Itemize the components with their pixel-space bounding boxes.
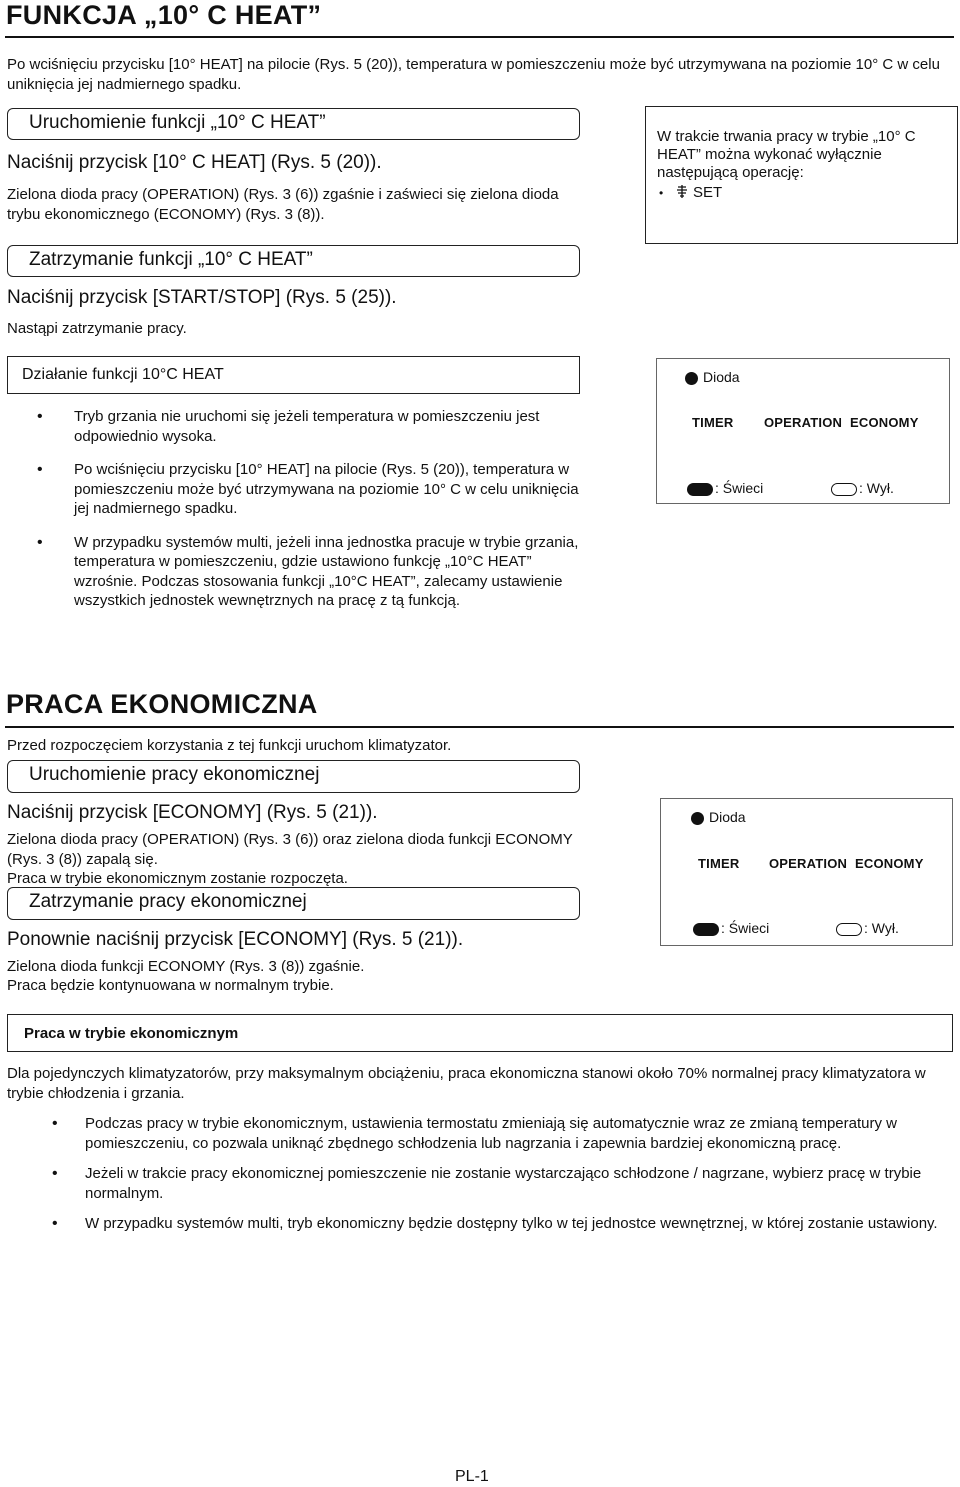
operation-label: OPERATION [769,856,848,871]
section-title-economy: PRACA EKONOMICZNA [6,689,318,719]
led-off-icon [831,483,857,496]
led-legend-panel [656,358,950,504]
led-on-label: : Świeci [721,920,770,936]
stop-economy-detail-2: Praca będzie kontynuowana w normalnym trybie. [7,977,334,994]
title-rule [5,726,954,728]
led-dot-icon [691,812,704,825]
title-rule [5,36,954,38]
note-item: • SET [657,184,949,204]
led-on-label: : Świeci [715,480,764,496]
led-legend-panel-2 [660,798,953,946]
economy-label: ECONOMY [855,856,924,871]
operation-list [74,407,584,611]
note-text: W trakcie trwania pracy w trybie „10° C HEAT” można wykonać wyłącznie następującą operację: [657,128,916,181]
led-off-label: : Wył. [864,920,899,936]
page-number: PL-1 [455,1468,489,1485]
led-dot-icon [685,372,698,385]
start-instruction: Naciśnij przycisk [10° C HEAT] (Rys. 5 (20)). [7,152,382,173]
led-off-label: : Wył. [859,480,894,496]
section-title-10c-heat: FUNKCJA „10° C HEAT” [6,0,322,30]
start-economy-detail: Zielona dioda pracy (OPERATION) (Rys. 3 (6)) oraz zielona dioda funkcji ECONOMY (Rys. 3 (8)) zapalą się. [7,831,573,868]
led-off-icon [836,923,862,936]
economy-info-box: Praca w trybie ekonomicznym [7,1014,953,1052]
intro-paragraph: Po wciśnięciu przycisku [10° HEAT] na pilocie (Rys. 5 (20)), temperatura w pomieszczeniu może być utrzymywana na poziomie 10° C w celu uniknięcia jej nadmiernego spadku. [7,56,940,93]
start-economy-instruction: Naciśnij przycisk [ECONOMY] (Rys. 5 (21)). [7,802,378,823]
list-item: • W przypadku systemów multi, jeżeli inna jednostka pracuje w trybie grzania, temperatura w pomieszczeniu, gdzie ustawiono funkcję „10°C HEAT” wzrośnie. Podczas stosowania funkcji „10°C HEAT”, zalecamy ustawienie wszystkich jednostek wewnętrznych na pracę z tą funkcją. [74,533,584,611]
note-box [645,106,958,244]
legend-title: Dioda [703,369,740,385]
timer-label: TIMER [698,856,740,871]
legend-title: Dioda [709,809,746,825]
operation-box: Działanie funkcji 10°C HEAT [7,356,580,394]
economy-label: ECONOMY [850,415,919,430]
start-economy-detail-2: Praca w trybie ekonomicznym zostanie rozpoczęta. [7,870,348,887]
list-item: • Podczas pracy w trybie ekonomicznym, ustawienia termostatu zmieniają się automatycznie wraz ze zmianą temperatury w pomieszczeniu, co pozwala uniknąć zbędnego schłodzenia lub nagrzania i zapewnia bardziej ekonomiczną pracę. [85,1114,955,1153]
start-detail: Zielona dioda pracy (OPERATION) (Rys. 3 (6)) zgaśnie i zaświeci się zielona dioda trybu ekonomicznego (ECONOMY) (Rys. 3 (8)). [7,186,559,223]
list-item: • Po wciśnięciu przycisku [10° HEAT] na pilocie (Rys. 5 (20)), temperatura w pomieszczeniu może być utrzymywana na poziomie 10° C w celu uniknięcia jej nadmiernego spadku. [74,460,584,519]
start-economy-box: Uruchomienie pracy ekonomicznej [7,760,580,793]
stop-detail: Nastąpi zatrzymanie pracy. [7,320,187,337]
stop-instruction: Naciśnij przycisk [START/STOP] (Rys. 5 (25)). [7,287,397,308]
stop-economy-detail: Zielona dioda funkcji ECONOMY (Rys. 3 (8)) zgaśnie. [7,958,365,975]
stop-economy-instruction: Ponownie naciśnij przycisk [ECONOMY] (Rys. 5 (21)). [7,929,464,950]
stop-economy-box: Zatrzymanie pracy ekonomicznej [7,887,580,920]
economy-intro: Przed rozpoczęciem korzystania z tej funkcji uruchom klimatyzator. [7,737,452,754]
operation-label: OPERATION [764,415,843,430]
start-function-box: Uruchomienie funkcji „10° C HEAT” [7,108,580,140]
led-on-icon [687,483,713,496]
led-on-icon [693,923,719,936]
timer-label: TIMER [692,415,734,430]
list-item: • W przypadku systemów multi, tryb ekonomiczny będzie dostępny tylko w tej jednostce wewnętrznej, w której zostanie ustawiony. [85,1214,955,1234]
set-icon [676,184,688,204]
economy-list [85,1114,955,1234]
list-item: • Tryb grzania nie uruchomi się jeżeli temperatura w pomieszczeniu jest odpowiednio wysoka. [74,407,584,446]
economy-info-intro: Dla pojedynczych klimatyzatorów, przy maksymalnym obciążeniu, praca ekonomiczna stanowi około 70% normalnej pracy klimatyzatora w trybie chłodzenia i grzania. [7,1065,926,1102]
list-item: • Jeżeli w trakcie pracy ekonomicznej pomieszczenie nie zostanie wystarczająco schłodzone / nagrzane, wybierz pracę w trybie normalnym. [85,1164,955,1203]
stop-function-box: Zatrzymanie funkcji „10° C HEAT” [7,245,580,277]
